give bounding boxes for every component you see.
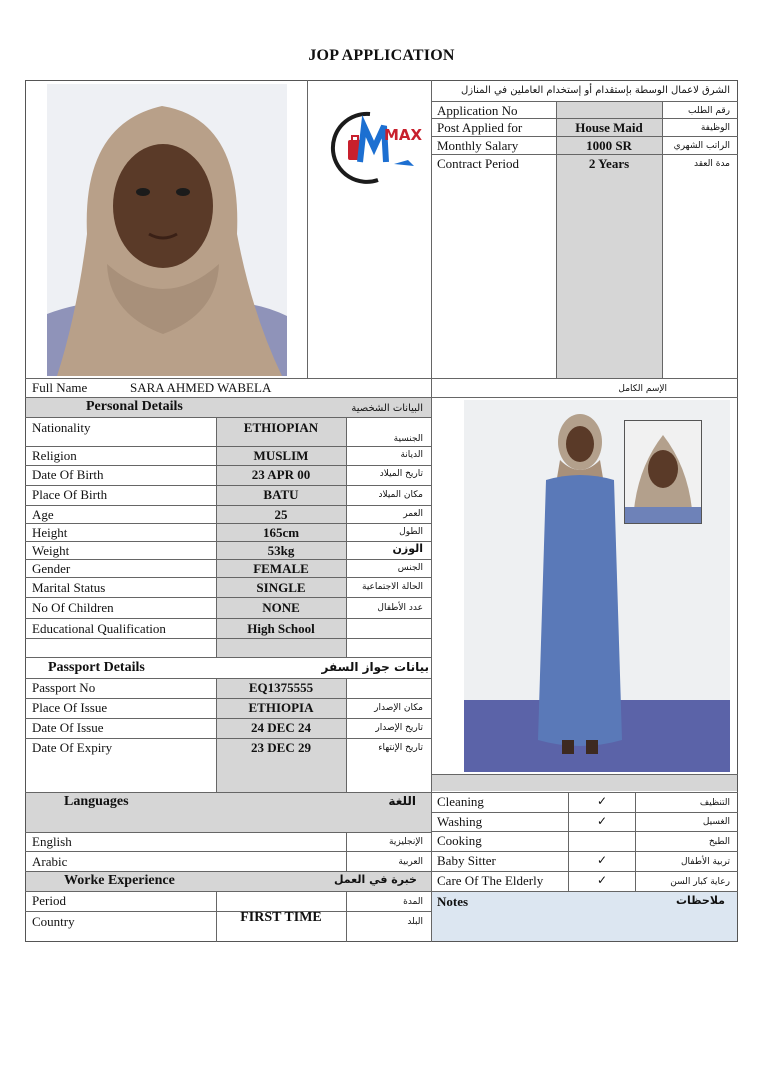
logo-text: MAX xyxy=(384,126,423,144)
date-of-expiry-value: 23 DEC 29 xyxy=(251,740,311,755)
children-value: NONE xyxy=(262,600,300,615)
marital-status-ar: الحالة الاجتماعية xyxy=(362,582,423,592)
marital-status-value: SINGLE xyxy=(256,580,306,595)
country-label: Country xyxy=(32,914,75,929)
weight-ar: الوزن xyxy=(392,542,423,555)
gender-label: Gender xyxy=(32,561,71,576)
application-no-label: Application No xyxy=(437,103,518,118)
dob-label: Date Of Birth xyxy=(32,467,104,482)
page-title: JOP APPLICATION xyxy=(308,47,455,64)
full-name-value: SARA AHMED WABELA xyxy=(130,380,272,395)
religion-label: Religion xyxy=(32,448,77,463)
skill-cooking-label: Cooking xyxy=(437,833,482,848)
skill-washing-check: ✓ xyxy=(597,814,608,828)
education-label: Educational Qualification xyxy=(32,621,166,636)
date-of-expiry-ar: تاريخ الإنتهاء xyxy=(378,743,423,753)
period-ar: المدة xyxy=(403,897,423,907)
place-of-issue-ar: مكان الإصدار xyxy=(374,703,423,713)
skill-elderly-care-ar: رعاية كبار السن xyxy=(670,877,730,887)
full-name-label: Full Name xyxy=(32,380,88,395)
religion-value: MUSLIM xyxy=(253,448,309,463)
agency-arabic-name: الشرق لاعمال الوسطة بإستقدام أو إستخدام العاملين في المنازل xyxy=(461,85,730,96)
weight-value: 53kg xyxy=(267,543,295,558)
full-name-ar: الإسم الكامل xyxy=(618,384,667,394)
arabic-label: Arabic xyxy=(32,854,68,869)
passport-details-heading: Passport Details xyxy=(48,660,145,675)
gender-ar: الجنس xyxy=(397,563,423,573)
education-value: High School xyxy=(247,621,315,636)
application-no-ar: رقم الطلب xyxy=(688,106,730,116)
age-value: 25 xyxy=(274,507,288,522)
date-of-issue-value: 24 DEC 24 xyxy=(251,720,311,735)
salary-label: Monthly Salary xyxy=(437,138,519,153)
english-ar: الإنجليزية xyxy=(389,837,423,847)
age-label: Age xyxy=(32,507,54,522)
notes-ar: ملاحظات xyxy=(676,894,725,907)
skill-washing-label: Washing xyxy=(437,814,483,829)
date-of-expiry-label: Date Of Expiry xyxy=(32,740,113,755)
place-of-issue-label: Place Of Issue xyxy=(32,700,108,715)
passport-no-value: EQ1375555 xyxy=(248,680,314,695)
personal-details-heading: Personal Details xyxy=(86,399,183,414)
languages-heading: Languages xyxy=(64,794,129,809)
personal-details-heading-ar: البيانات الشخصية xyxy=(351,403,423,414)
height-value: 165cm xyxy=(262,525,300,540)
date-of-issue-ar: تاريخ الإصدار xyxy=(375,723,423,733)
marital-status-label: Marital Status xyxy=(32,580,106,595)
place-of-issue-value: ETHIOPIA xyxy=(248,700,314,715)
skill-elderly-care-check: ✓ xyxy=(597,873,608,887)
salary-value: 1000 SR xyxy=(586,138,632,153)
contract-label: Contract Period xyxy=(437,156,519,171)
contract-value: 2 Years xyxy=(588,156,630,171)
skill-cooking-ar: الطبخ xyxy=(708,837,730,847)
height-label: Height xyxy=(32,525,68,540)
dob-ar: تاريخ الميلاد xyxy=(379,469,423,479)
notes-label: Notes xyxy=(437,894,469,909)
height-ar: الطول xyxy=(399,527,423,537)
post-label: Post Applied for xyxy=(437,120,523,135)
experience-value: FIRST TIME xyxy=(240,910,322,925)
nationality-label: Nationality xyxy=(32,420,91,435)
experience-heading: Worke Experience xyxy=(64,873,175,888)
religion-ar: الديانة xyxy=(400,450,423,460)
age-ar: العمر xyxy=(403,509,423,519)
passport-no-label: Passport No xyxy=(32,680,96,695)
nationality-value: ETHIOPIAN xyxy=(243,420,319,435)
experience-heading-ar: خبرة في العمل xyxy=(333,873,417,886)
skill-elderly-care-label: Care Of The Elderly xyxy=(437,873,544,888)
children-ar: عدد الأطفال xyxy=(377,603,423,613)
skill-washing-ar: الغسيل xyxy=(702,817,730,827)
salary-ar: الراتب الشهري xyxy=(673,141,730,151)
post-value: House Maid xyxy=(575,120,643,135)
english-label: English xyxy=(32,834,72,849)
weight-label: Weight xyxy=(32,543,70,558)
skill-baby-sitter-ar: تربية الأطفال xyxy=(680,857,730,867)
skill-baby-sitter-label: Baby Sitter xyxy=(437,853,496,868)
country-ar: البلد xyxy=(407,917,423,927)
pob-label: Place Of Birth xyxy=(32,487,108,502)
children-label: No Of Children xyxy=(32,600,114,615)
nationality-ar: الجنسية xyxy=(393,434,423,444)
post-ar: الوظيفة xyxy=(700,123,730,133)
passport-details-heading-ar: بيانات جواز السفر xyxy=(321,660,429,674)
skill-cleaning-label: Cleaning xyxy=(437,794,484,809)
date-of-issue-label: Date Of Issue xyxy=(32,720,104,735)
arabic-ar: العربية xyxy=(398,857,423,867)
period-label: Period xyxy=(32,893,66,908)
gender-value: FEMALE xyxy=(253,561,309,576)
pob-value: BATU xyxy=(263,487,299,502)
skill-baby-sitter-check: ✓ xyxy=(597,853,608,867)
dob-value: 23 APR 00 xyxy=(251,467,311,482)
skill-cleaning-check: ✓ xyxy=(597,794,608,808)
skill-cleaning-ar: التنظيف xyxy=(699,798,730,808)
languages-heading-ar: اللغة xyxy=(388,794,416,808)
contract-ar: مدة العقد xyxy=(694,159,730,169)
pob-ar: مكان الميلاد xyxy=(378,490,423,500)
